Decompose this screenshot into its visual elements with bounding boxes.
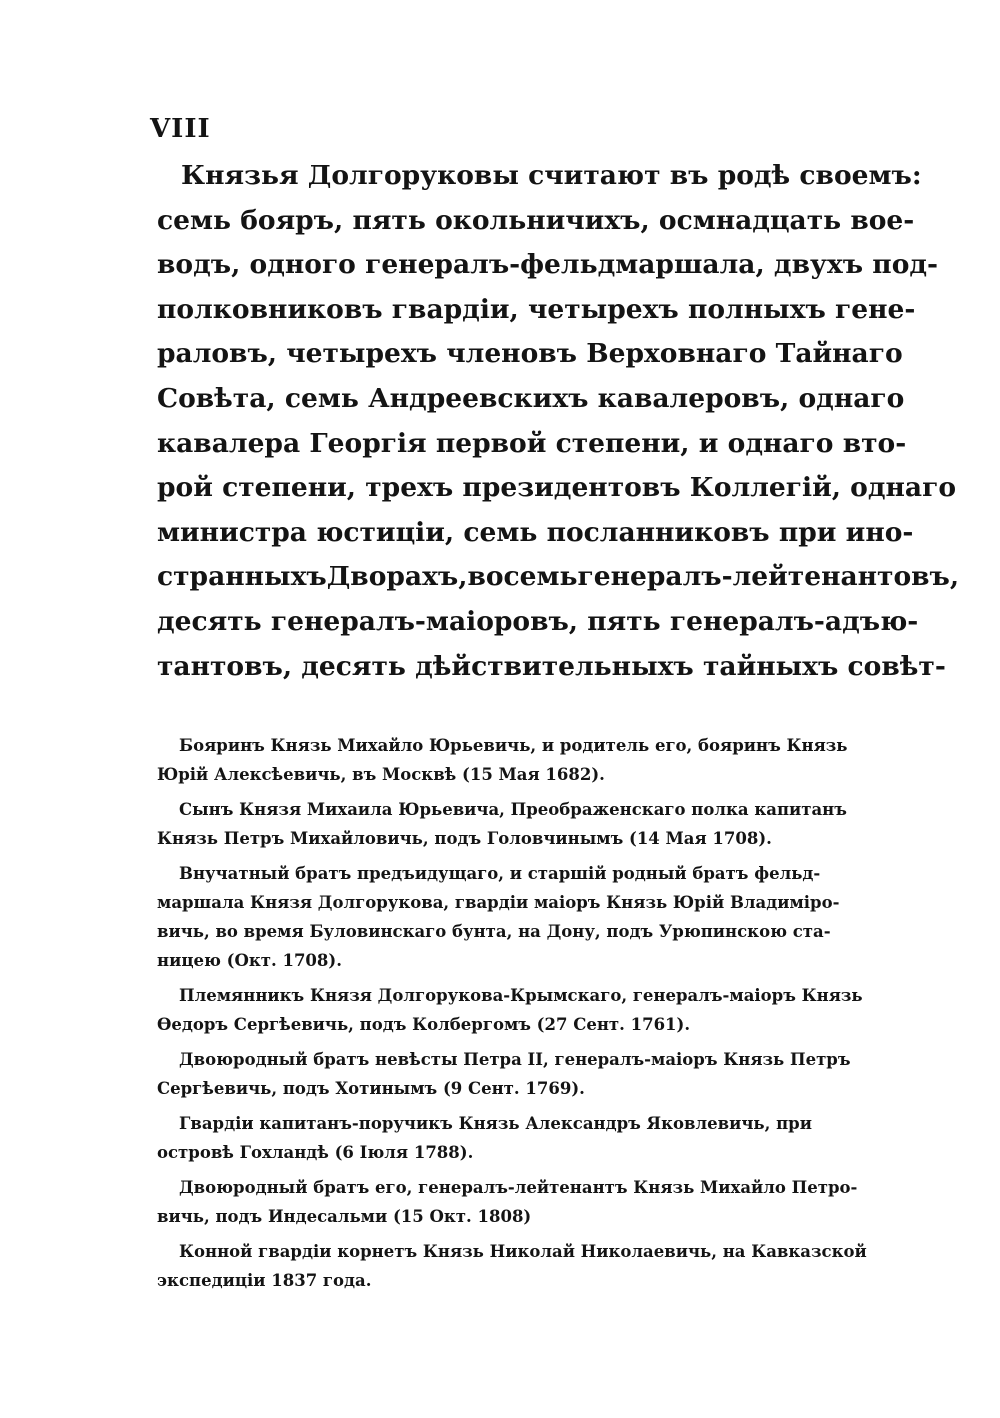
- footnote-line: Племянникъ Князя Долгорукова-Крымскаго, генералъ-маіоръ Князь: [179, 986, 863, 1005]
- main-text-line: семь бояръ, пять окольничихъ, осмнадцать вое-: [157, 204, 915, 236]
- footnote-line: Бояринъ Князь Михайло Юрьевичь, и родитель его, бояринъ Князь: [179, 736, 848, 755]
- footnote-line: маршала Князя Долгорукова, гвардіи маіоръ Князь Юрій Владиміро-: [157, 893, 840, 912]
- page-number: VIII: [150, 114, 211, 144]
- main-text-line: водъ, одного генералъ-фельдмаршала, двухъ под-: [157, 249, 939, 281]
- footnote-line: Внучатный братъ предъидущаго, и старшій родный братъ фельд-: [179, 864, 821, 883]
- main-text-line: кавалера Георгія первой степени, и однаго вто-: [157, 427, 907, 459]
- main-text-line: рой степени, трехъ президентовъ Коллегій, однаго: [157, 472, 956, 504]
- main-text-line: Совѣта, семь Андреевскихъ кавалеровъ, однаго: [157, 382, 905, 414]
- footnote-line: Сергѣевичь, подъ Хотинымъ (9 Сент. 1769).: [157, 1079, 585, 1098]
- footnote: [157, 1109, 812, 1167]
- footnote-line: Гвардіи капитанъ-поручикъ Князь Александръ Яковлевичь, при: [179, 1114, 812, 1133]
- main-text-line: тантовъ, десять дѣйствительныхъ тайныхъ совѣт-: [157, 650, 946, 682]
- footnote: [157, 731, 848, 789]
- main-text-line: странныхъДворахъ,восемьгенералъ-лейтенантовъ,: [157, 561, 960, 593]
- footnote-line: вичь, подъ Индесальми (15 Окт. 1808): [157, 1207, 532, 1226]
- footnote-line: Двоюродный братъ его, генералъ-лейтенантъ Князь Михайло Петро-: [179, 1178, 858, 1197]
- footnote-line: экспедиціи 1837 года.: [157, 1271, 372, 1290]
- footnote-line: Конной гвардіи корнетъ Князь Николай Николаевичь, на Кавказской: [179, 1242, 867, 1261]
- footnote: [157, 859, 840, 975]
- footnote: [157, 795, 847, 853]
- footnote-line: Ѳедоръ Сергѣевичь, подъ Колбергомъ (27 Сент. 1761).: [157, 1015, 691, 1034]
- footnotes: [157, 731, 867, 1301]
- footnote-line: островѣ Гохландѣ (6 Іюля 1788).: [157, 1143, 474, 1162]
- footnote-line: Двоюродный братъ невѣсты Петра II, генералъ-маіоръ Князь Петръ: [179, 1050, 851, 1069]
- main-text-line: полковниковъ гвардіи, четырехъ полныхъ гене-: [157, 293, 916, 325]
- footnote: [157, 981, 863, 1039]
- footnote: [157, 1237, 867, 1295]
- main-text: [157, 154, 960, 689]
- footnote-line: вичь, во время Буловинскаго бунта, на Дону, подъ Урюпинскою ста-: [157, 922, 831, 941]
- footnote-line: Сынъ Князя Михаила Юрьевича, Преображенскаго полка капитанъ: [179, 800, 847, 819]
- main-text-line: Князья Долгоруковы считают въ родѣ своемъ:: [181, 160, 922, 191]
- footnote-line: ницею (Окт. 1708).: [157, 951, 342, 970]
- main-text-line: десять генералъ-маіоровъ, пять генералъ-адъю-: [157, 605, 919, 637]
- footnote-line: Юрій Алексѣевичь, въ Москвѣ (15 Мая 1682).: [157, 765, 605, 784]
- main-text-line: министра юстиціи, семь посланниковъ при ино-: [157, 516, 914, 548]
- footnote: [157, 1173, 858, 1231]
- main-text-line: раловъ, четырехъ членовъ Верховнаго Тайнаго: [157, 338, 903, 370]
- footnote-line: Князь Петръ Михайловичь, подъ Головчинымъ (14 Мая 1708).: [157, 829, 772, 848]
- footnote: [157, 1045, 851, 1103]
